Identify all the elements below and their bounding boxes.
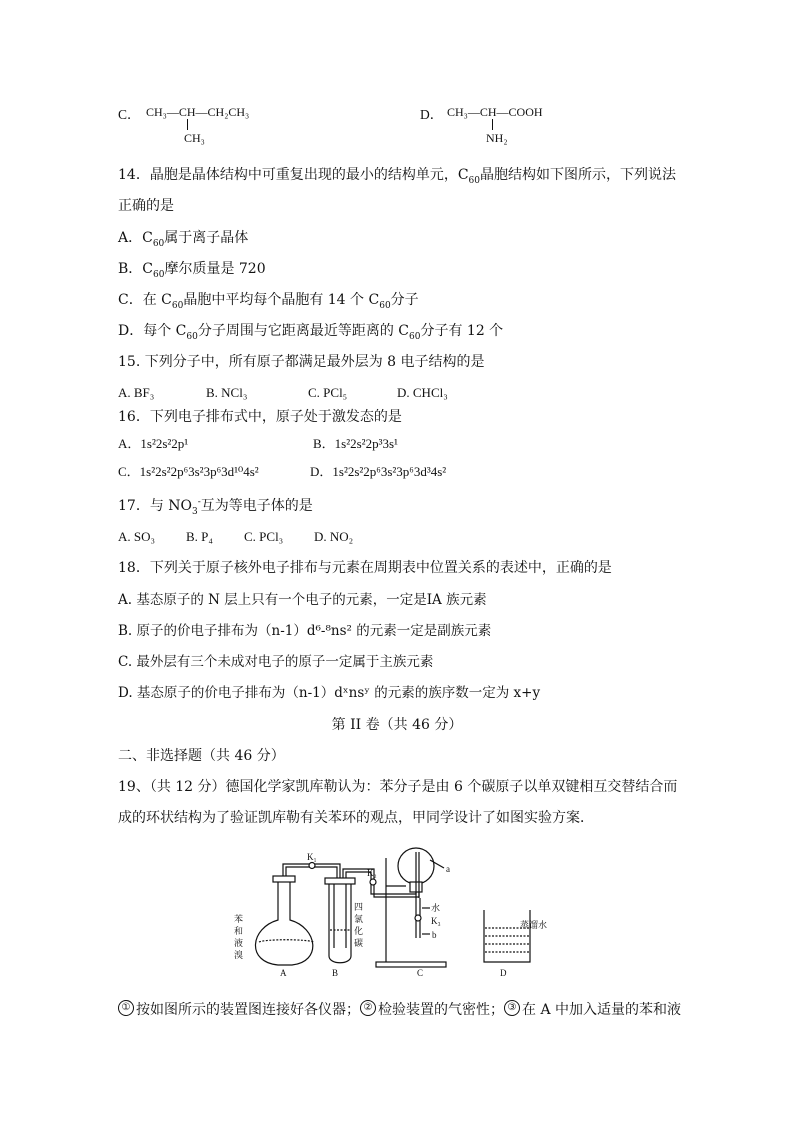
q14-option-c: C．在 $C_{60}$晶胞中平均每个晶胞有 14 个 $C_{60}$分子: [118, 292, 419, 311]
step3-text: 在 A 中加入适量的苯和液: [522, 1002, 682, 1018]
q18-stem: 18．下列关于原子核外电子排布与元素在周期表中位置关系的表述中，正确的是: [118, 560, 612, 576]
step3-number: ③: [504, 1000, 520, 1016]
apparatus-figure: [226, 838, 582, 978]
valve-k3: [415, 915, 421, 921]
tube-label-2: 氯: [354, 914, 364, 924]
flask-label-2: 和: [234, 926, 244, 936]
q16-stem: 16．下列电子排布式中，原子处于激发态的是: [118, 409, 402, 425]
q14-stem: 14．晶胞是晶体结构中可重复出现的最小的结构单元，$C_{60}$晶胞结构如下图所示，下列说法: [118, 167, 676, 186]
q14-option-a: A．$C_{60}$属于离子晶体: [118, 230, 249, 249]
label-b-arrow: b: [432, 930, 437, 940]
step1-number: ①: [118, 1000, 134, 1016]
tube-label-1: 四: [354, 902, 364, 912]
label-water: 水: [431, 903, 441, 913]
q17-option-d: D. NO₂: [314, 529, 354, 544]
q15-option-a: A. BF₃: [118, 385, 155, 400]
q18-option-a: A. 基态原子的 N 层上只有一个电子的元素，一定是ⅠA 族元素: [118, 592, 487, 608]
q15-stem: 15. 下列分子中，所有原子都满足最外层为 8 电子结构的是: [118, 354, 485, 370]
caption-b: B: [332, 968, 339, 978]
q18-option-b: B. 原子的价电子排布为（n-1）d⁶-⁸ns² 的元素一定是副族元素: [118, 623, 492, 639]
flask-label-4: 溴: [234, 950, 244, 960]
test-tube-b: [329, 884, 351, 963]
q17-option-c: C. PCl₃: [244, 529, 284, 544]
label-k3: K₃: [431, 916, 441, 926]
tube-label-4: 碳: [354, 938, 364, 948]
label-a-arrow: a: [446, 864, 450, 874]
q17-option-b: B. P₄: [186, 529, 213, 544]
label-k1: K₁: [307, 852, 317, 862]
flask-label-1: 苯: [234, 914, 244, 924]
q13-option-c-label: C．: [118, 107, 141, 122]
section-heading: 二、非选择题（共 46 分）: [118, 748, 285, 764]
q13-option-c-branch: CH₃: [184, 131, 205, 145]
q16-option-b: B．1s²2s²2p³3s¹: [313, 436, 398, 451]
label-k2: K₂: [367, 868, 377, 878]
q14-option-b: B．$C_{60}$摩尔质量是 720: [118, 261, 266, 280]
q16-option-a: A．1s²2s²2p¹: [118, 436, 189, 451]
caption-d: D: [500, 968, 507, 978]
q13-option-d-label: D．: [420, 107, 444, 122]
q18-option-d: D. 基态原子的价电子排布为（n-1）dˣnsʸ 的元素的族序数一定为 x+y: [118, 685, 541, 701]
q13-option-c-formula: CH₃—CH—CH₂CH₃: [146, 105, 250, 119]
q19-stem-line2: 成的环状结构为了验证凯库勒有关苯环的观点，甲同学设计了如图实验方案．: [118, 810, 594, 826]
q19-stem-line1: 19、（共 12 分）德国化学家凯库勒认为：苯分子是由 6 个碳原子以单双键相互交替结合而: [118, 779, 678, 795]
stand-base: [376, 962, 446, 967]
valve-k1: [309, 863, 315, 869]
tube-label-3: 化: [354, 926, 364, 936]
q19-steps: [118, 1000, 681, 1019]
q14-option-d: D．每个 $C_{60}$分子周围与它距离最近等距离的 $C_{60}$分子有 12 个: [118, 323, 504, 342]
q16-option-c: C．1s²2s²2p⁶3s²3p⁶3d¹⁰4s²: [118, 464, 259, 479]
step2-number: ②: [360, 1000, 376, 1016]
beaker-label: 蒸馏水: [520, 920, 548, 930]
flask-a: [255, 880, 312, 965]
valve-k2: [370, 879, 376, 885]
q15-option-d: D. CHCl₃: [397, 385, 448, 400]
tube-b-stopper: [325, 878, 355, 884]
q13-option-d-branch: NH₂: [486, 131, 508, 145]
q17-stem: 17．与 $NO_3^-$互为等电子体的是: [118, 497, 313, 517]
flask-label-3: 液: [234, 938, 244, 948]
flask-a-stopper: [273, 876, 295, 882]
section-title: 第 II 卷（共 46 分）: [331, 717, 463, 733]
q15-option-c: C. PCl₅: [308, 385, 348, 400]
step2-text: 检验装置的气密性；: [378, 1002, 504, 1018]
q15-option-b: B. NCl₃: [206, 385, 248, 400]
q16-option-d: D．1s²2s²2p⁶3s²3p⁶3d³4s²: [310, 464, 447, 479]
caption-a: A: [280, 968, 287, 978]
caption-c: C: [417, 968, 424, 978]
q18-option-c: C. 最外层有三个未成对电子的原子一定属于主族元素: [118, 654, 434, 670]
q17-option-a: A. SO₃: [118, 529, 156, 544]
q13-option-d-formula: CH₃—CH—COOH: [447, 105, 543, 119]
step1-text: 按如图所示的装置图连接好各仪器；: [136, 1002, 360, 1018]
q14-stem-cont: 正确的是: [118, 198, 174, 214]
